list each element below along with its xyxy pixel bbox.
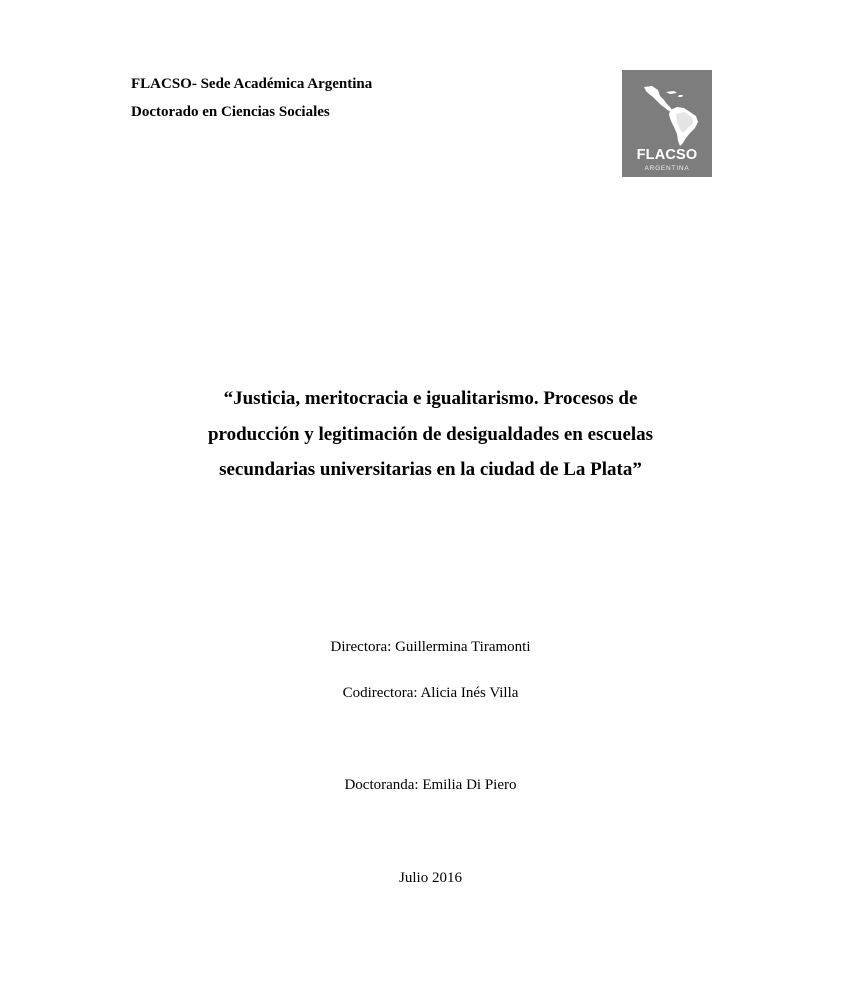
title-line: secundarias universitarias en la ciudad de La Plata” — [219, 459, 642, 480]
thesis-title — [100, 381, 761, 488]
submission-date: Julio 2016 — [399, 870, 462, 886]
doctoranda-credit: Doctoranda: Emilia Di Piero — [344, 777, 517, 793]
directora-credit: Directora: Guillermina Tiramonti — [330, 639, 531, 655]
logo-wordmark: FLACSO — [636, 147, 698, 163]
logo-subtitle: ARGENTINA — [644, 165, 690, 172]
title-line: producción y legitimación de desigualdades en escuelas — [207, 423, 654, 445]
program-name: Doctorado en Ciencias Sociales — [131, 104, 330, 120]
title-line: “Justicia, meritocracia e igualitarismo. Procesos de — [223, 388, 638, 409]
institution-name: FLACSO- Sede Académica Argentina — [131, 76, 373, 92]
institution-header — [131, 70, 372, 126]
flacso-logo — [622, 70, 712, 177]
codirectora-credit: Codirectora: Alicia Inés Villa — [342, 685, 519, 701]
